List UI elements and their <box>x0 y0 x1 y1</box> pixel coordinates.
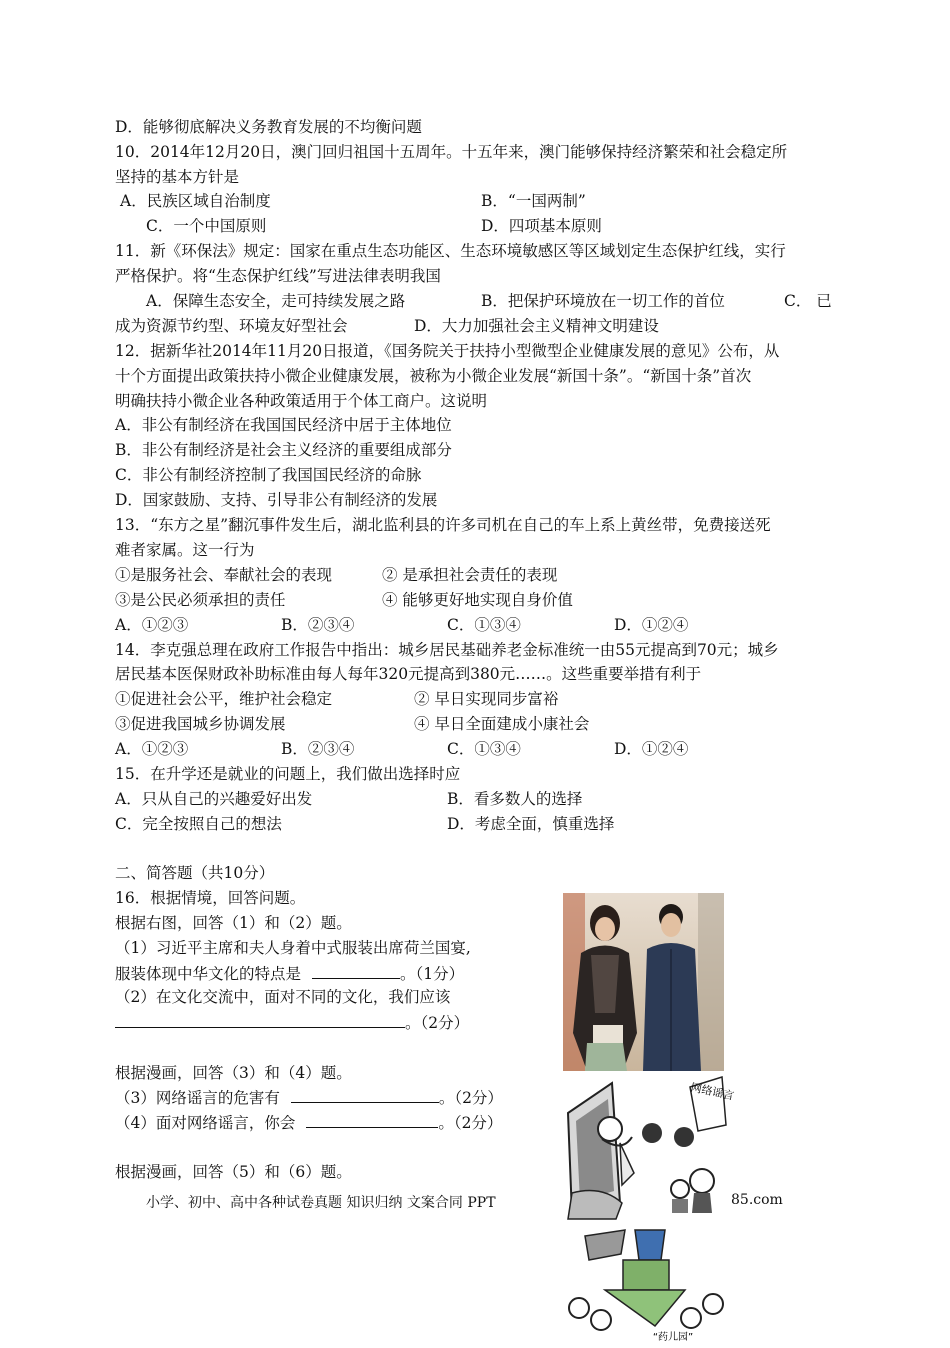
q16-stem: 16．根据情境，回答问题。 <box>115 889 306 907</box>
q16-part-4 <box>115 1111 502 1134</box>
q11-option-b: B．把保护环境放在一切工作的首位 <box>481 292 725 310</box>
q13-option-d: D．①②④ <box>614 616 689 634</box>
q16-part-4-prompt: （4）面对网络谣言，你会 <box>115 1114 296 1132</box>
q11-stem-line2: 严格保护。将“生态保护红线”写进法律表明我国 <box>115 267 441 285</box>
q16-part-4-score: 。（2分） <box>438 1114 503 1132</box>
q11-stem-line1: 11．新《环保法》规定：国家在重点生态功能区、生态环境敏感区等区域划定生态保护红线，实行 <box>115 242 786 260</box>
q16-part-3-answer-blank[interactable] <box>291 1086 439 1103</box>
q13-statement-2: ② 是承担社会责任的表现 <box>382 566 558 584</box>
q13-option-b: B．②③④ <box>281 616 355 634</box>
q14-stem-line2: 居民基本医保财政补助标准由每人每年320元提高到380元……。这些重要举措有利于 <box>115 665 702 683</box>
q14-option-c: C．①③④ <box>447 740 521 758</box>
q11-option-c-start: C． 已 <box>784 292 832 310</box>
q16-part-1-line2 <box>115 962 464 985</box>
couple-in-chinese-dress-illustration <box>563 893 724 1071</box>
q11-option-c-end: 成为资源节约型、环境友好型社会 <box>115 317 348 335</box>
q15-option-a: A．只从自己的兴趣爱好出发 <box>115 790 313 808</box>
state-banquet-photo <box>563 893 724 1071</box>
q12-option-d: D．国家鼓励、支持、引导非公有制经济的发展 <box>115 491 438 509</box>
q13-statement-1: ①是服务社会、奉献社会的表现 <box>115 566 333 584</box>
q16-part-2-line2 <box>115 1011 469 1034</box>
q16-part-4-answer-blank[interactable] <box>306 1111 438 1128</box>
q16-part-2-answer-blank[interactable] <box>115 1011 405 1028</box>
q13-stem-line2: 难者家属。这一行为 <box>115 541 255 559</box>
q14-statement-1: ①促进社会公平，维护社会稳定 <box>115 690 333 708</box>
q11-option-a: A．保障生态安全，走可持续发展之路 <box>146 292 406 310</box>
kindergarten-sign-text: “药儿园” <box>652 1332 694 1343</box>
q16-part-2-score: 。（2分） <box>405 1014 470 1032</box>
q16-part-1-score: 。（1分） <box>399 965 465 983</box>
q14-stem-line1: 14．李克强总理在政府工作报告中指出：城乡居民基础养老金标准统一由55元提高到70元；城乡 <box>115 641 779 659</box>
q13-statement-3: ③是公民必须承担的责任 <box>115 591 286 609</box>
q9-option-d: D．能够彻底解决义务教育发展的不均衡问题 <box>115 118 422 136</box>
online-rumor-cartoon <box>562 1073 736 1221</box>
q16-part-1-line1: （1）习近平主席和夫人身着中式服装出席荷兰国宴, <box>115 939 471 957</box>
q16-part-1-answer-blank[interactable] <box>312 962 400 979</box>
q12-option-a: A．非公有制经济在我国国民经济中居于主体地位 <box>115 416 452 434</box>
q12-option-c: C．非公有制经济控制了我国国民经济的命脉 <box>115 466 422 484</box>
q16-part-3-prompt: （3）网络谣言的危害有 <box>115 1089 280 1107</box>
rumor-sign-text: 网络谣言 <box>689 1080 736 1103</box>
footer-watermark-left: 小学、初中、高中各种试卷真题 知识归纳 文案合同 PPT <box>146 1195 496 1211</box>
q16-part-1-prompt: 服装体现中华文化的特点是 <box>115 965 302 983</box>
q14-option-b: B．②③④ <box>281 740 355 758</box>
q15-option-c: C．完全按照自己的想法 <box>115 815 282 833</box>
q10-option-c: C．一个中国原则 <box>146 217 267 235</box>
q13-stem-line1: 13．“东方之星”翻沉事件发生后，湖北监利县的许多司机在自己的车上系上黄丝带，免费接送死 <box>115 516 771 534</box>
q12-stem-line2: 十个方面提出政策扶持小微企业健康发展，被称为小微企业发展“新国十条”。“新国十条”首次 <box>115 367 752 385</box>
q15-stem: 15．在升学还是就业的问题上，我们做出选择时应 <box>115 765 461 783</box>
q16-part-2-line1: （2）在文化交流中，面对不同的文化，我们应该 <box>115 988 451 1006</box>
q16-part-3 <box>115 1086 503 1109</box>
footer-watermark-right: 85.com <box>731 1192 783 1208</box>
q13-option-c: C．①③④ <box>447 616 521 634</box>
q15-option-b: B．看多数人的选择 <box>447 790 583 808</box>
q14-statement-2: ② 早日实现同步富裕 <box>414 690 559 708</box>
rumor-cartoon-illustration <box>562 1073 736 1221</box>
q14-option-d: D．①②④ <box>614 740 689 758</box>
q11-option-d: D．大力加强社会主义精神文明建设 <box>414 317 659 335</box>
q16-intro-1: 根据右图，回答（1）和（2）题。 <box>115 914 352 932</box>
q12-option-b: B．非公有制经济是社会主义经济的重要组成部分 <box>115 441 452 459</box>
q16-part-3-score: 。（2分） <box>438 1089 503 1107</box>
q10-stem-line2: 坚持的基本方针是 <box>115 168 240 186</box>
q16-intro-2: 根据漫画，回答（3）和（4）题。 <box>115 1064 352 1082</box>
q10-option-a: A．民族区域自治制度 <box>120 192 271 210</box>
kindergarten-drug-cartoon <box>565 1230 725 1344</box>
q12-stem-line1: 12．据新华社2014年11月20日报道，《国务院关于扶持小型微型企业健康发展的意见》公布，从 <box>115 342 780 360</box>
q12-stem-line3: 明确扶持小微企业各种政策适用于个体工商户。这说明 <box>115 392 488 410</box>
q13-statement-4: ④ 能够更好地实现自身价值 <box>382 591 573 609</box>
q14-statement-3: ③促进我国城乡协调发展 <box>115 715 286 733</box>
q14-option-a: A．①②③ <box>115 740 189 758</box>
q10-option-b: B．“一国两制” <box>481 192 586 210</box>
q13-option-a: A．①②③ <box>115 616 189 634</box>
q14-statement-4: ④ 早日全面建成小康社会 <box>414 715 590 733</box>
section-2-title: 二、简答题（共10分） <box>115 864 275 882</box>
kindergarten-cartoon-illustration <box>565 1230 725 1344</box>
q15-option-d: D．考虑全面，慎重选择 <box>447 815 615 833</box>
q10-stem-line1: 10．2014年12月20日，澳门回归祖国十五周年。十五年来，澳门能够保持经济繁荣和社会稳定所 <box>115 143 788 161</box>
q16-intro-3: 根据漫画，回答（5）和（6）题。 <box>115 1163 352 1181</box>
q10-option-d: D．四项基本原则 <box>481 217 602 235</box>
